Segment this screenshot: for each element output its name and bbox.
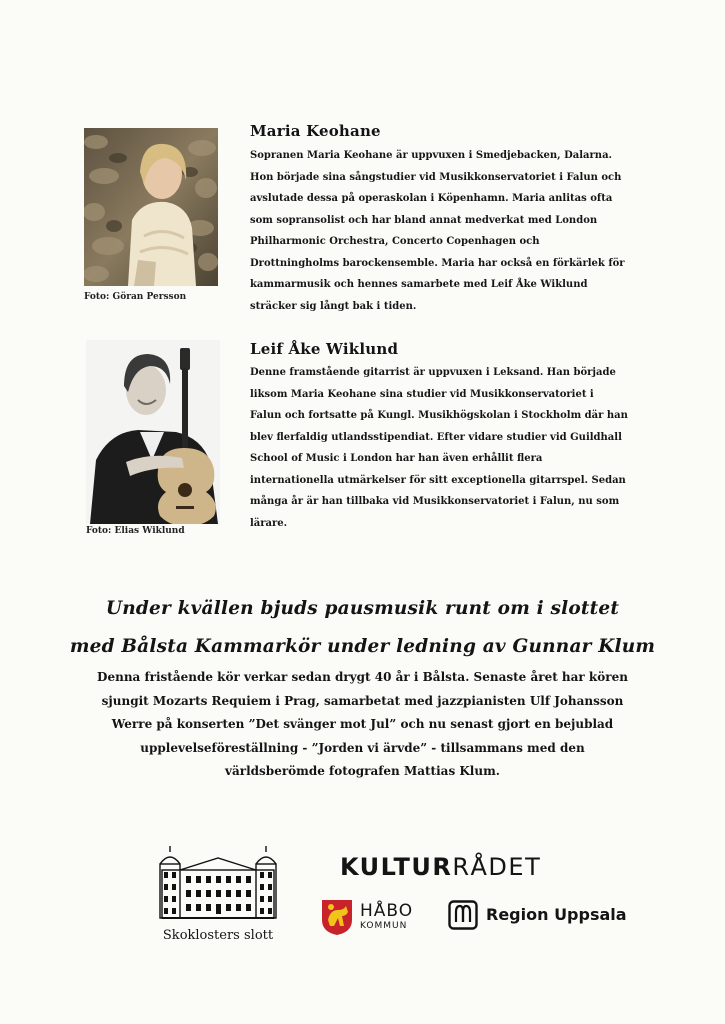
kulturradet-light: RÅDET <box>452 853 542 881</box>
intermission-headline-line-2: med Bålsta Kammarkör under ledning av Gunnar Klum <box>69 636 656 657</box>
bio-line: sträcker sig långt bak i tiden. <box>250 300 417 312</box>
maria-keohane-photo <box>84 128 218 286</box>
bio-line: internationella utmärkelser för sitt exceptionella gitarrspel. Sedan <box>250 474 626 486</box>
kulturradet-bold: KULTUR <box>340 853 453 881</box>
region-uppsala-icon <box>448 900 478 930</box>
bio-line: Sopranen Maria Keohane är uppvuxen i Smedjebacken, Dalarna. <box>250 150 613 161</box>
photo-credit: Foto: Göran Persson <box>84 292 187 302</box>
artist-bio <box>250 145 625 317</box>
bio-line: lärare. <box>250 517 288 529</box>
habo-name: HÅBO <box>360 901 414 921</box>
habo-sub: KOMMUN <box>360 921 408 931</box>
skokloster-logo <box>150 844 286 948</box>
bio-line: Philharmonic Orchestra, Concerto Copenhagen och <box>250 236 540 247</box>
kulturradet-logo <box>340 853 541 881</box>
choir-line: Denna fristående kör verkar sedan drygt 40 år i Bålsta. Senaste året har kören <box>97 670 628 684</box>
bio-line: Drottningholms barockensemble. Maria har också en förkärlek för <box>250 257 625 269</box>
bio-line: som sopransolist och har bland annat medverkat med London <box>250 214 598 226</box>
bio-line: Falun och fortsatte på Kungl. Musikhögskolan i Stockholm där han <box>250 410 628 421</box>
artist-name: Maria Keohane <box>250 122 381 140</box>
choir-description <box>0 666 725 784</box>
choir-line: världsberömde fotografen Mattias Klum. <box>225 764 500 778</box>
choir-line: upplevelseföreställning - ”Jorden vi ärvde” - tillsammans med den <box>140 740 585 755</box>
skokloster-name: Skoklosters slott <box>162 928 274 943</box>
habo-kommun-logo <box>320 898 420 938</box>
bio-line: School of Music i London har han även erhållit flera <box>250 453 543 464</box>
bio-line: blev flerfaldig utlandsstipendiat. Efter vidare studier vid Guildhall <box>250 431 622 443</box>
choir-line: sjungit Mozarts Requiem i Prag, samarbetat med jazzpianisten Ulf Johansson <box>101 693 624 708</box>
photo-credit: Foto: Elias Wiklund <box>86 526 185 536</box>
intermission-headline-line-1: Under kvällen bjuds pausmusik runt om i slottet <box>105 598 620 619</box>
bio-line: många år är han tillbaka vid Musikkonservatoriet i Falun, nu som <box>250 496 620 507</box>
habo-shield-icon <box>320 898 354 936</box>
region-uppsala-name: Region Uppsala <box>486 905 627 924</box>
artist-name: Leif Åke Wiklund <box>250 340 399 358</box>
bio-line: liksom Maria Keohane sina studier vid Musikkonservatoriet i <box>250 388 594 400</box>
choir-line: Werre på konserten ”Det svänger mot Jul” och nu senast gjort en bejublad <box>111 717 614 731</box>
region-uppsala-logo <box>448 900 627 932</box>
bio-line: avslutade dessa på operaskolan i Köpenhamn. Maria anlitas ofta <box>250 193 613 204</box>
leif-ake-wiklund-photo <box>86 340 220 524</box>
bio-line: kammarmusik och hennes samarbete med Leif Åke Wiklund <box>250 279 588 290</box>
bio-line: Denne framstående gitarrist är uppvuxen i Leksand. Han började <box>250 367 616 378</box>
artist-bio <box>250 362 628 534</box>
castle-icon <box>150 844 286 924</box>
bio-line: Hon började sina sångstudier vid Musikkonservatoriet i Falun och <box>250 171 622 183</box>
